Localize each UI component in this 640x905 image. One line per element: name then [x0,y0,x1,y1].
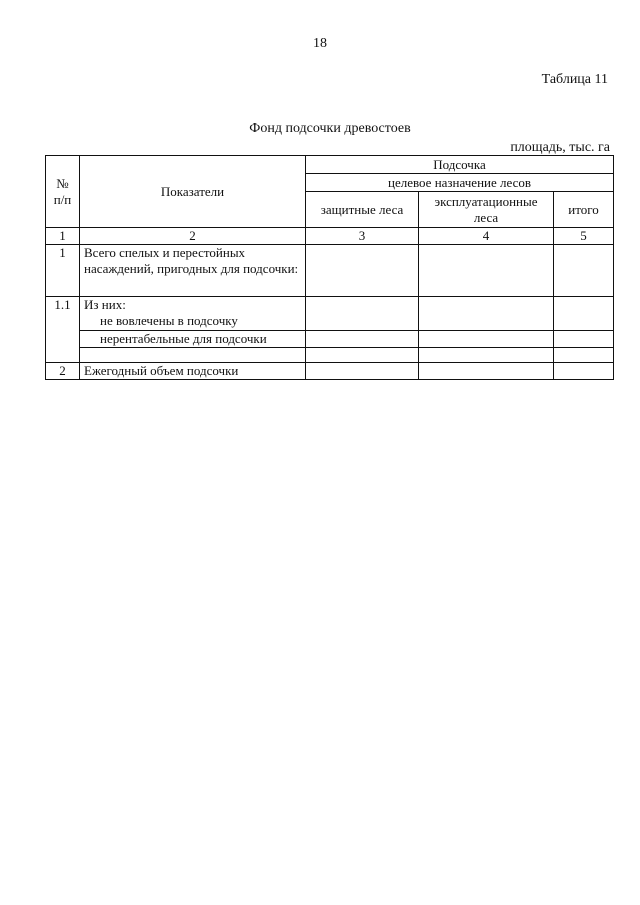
value-cell [419,297,554,331]
row-label: Ежегодный объем подсочки [80,363,306,380]
value-cell [306,348,419,363]
value-cell [419,331,554,348]
column-number: 5 [554,228,614,245]
value-cell [554,363,614,380]
column-number: 4 [419,228,554,245]
value-cell [306,363,419,380]
value-cell [554,348,614,363]
row-label [80,297,306,331]
table-row [46,348,614,363]
row-number: 1 [46,245,80,297]
header-indicators: Показатели [80,156,306,228]
table-label: Таблица 11 [541,72,608,87]
header-forest-purpose: целевое назначение лесов [306,174,614,192]
value-cell [306,331,419,348]
row-label: Всего спелых и перестойных насаждений, пригодных для подсочки: [80,245,306,297]
table-row [46,297,614,331]
column-number: 2 [80,228,306,245]
value-cell [554,297,614,331]
tapping-fund-table [45,155,614,380]
row-sublabel: не вовлечены в подсочку [100,313,238,328]
value-cell [306,245,419,297]
table-row [46,363,614,380]
header-tapping: Подсочка [306,156,614,174]
row-number: 1.1 [46,297,80,363]
value-cell [419,348,554,363]
value-cell [554,245,614,297]
table-row [46,331,614,348]
header-total: итого [554,192,614,228]
table-row [46,245,614,297]
value-cell [306,297,419,331]
units-label: площадь, тыс. га [510,140,610,155]
header-protective-forests: защитные леса [306,192,419,228]
row-number: 2 [46,363,80,380]
value-cell [419,363,554,380]
empty-cell [80,348,306,363]
row-sublabel: нерентабельные для подсочки [80,331,306,348]
value-cell [419,245,554,297]
page-number: 18 [313,36,327,51]
column-number-row [46,228,614,245]
row-label-heading: Из них: [84,297,126,312]
column-number: 3 [306,228,419,245]
header-num: № п/п [46,156,80,228]
document-title: Фонд подсочки древостоев [249,121,411,136]
value-cell [554,331,614,348]
column-number: 1 [46,228,80,245]
header-operational-forests: эксплуатационные леса [419,192,554,228]
